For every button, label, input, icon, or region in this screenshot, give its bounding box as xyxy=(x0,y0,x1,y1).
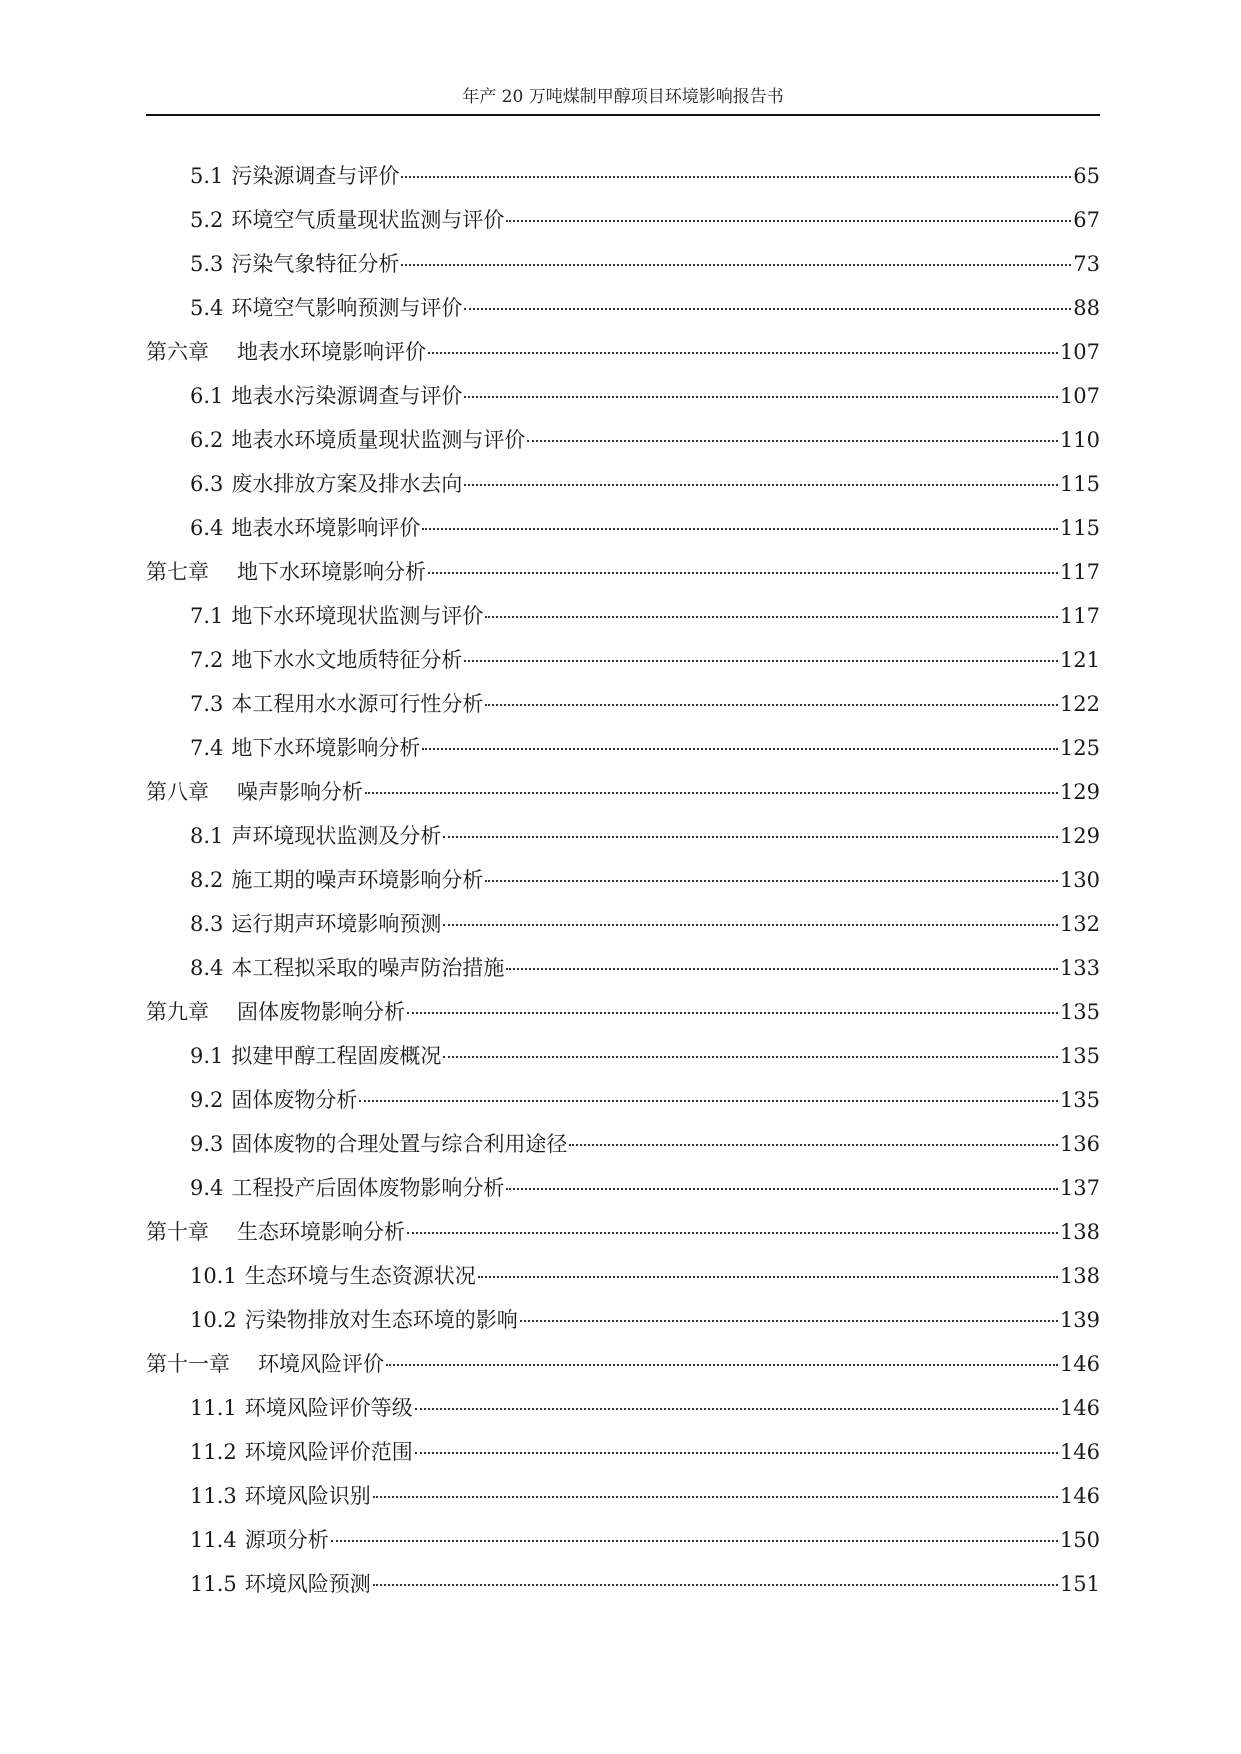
toc-chapter-entry[interactable] xyxy=(146,1342,1100,1386)
toc-dot-leader xyxy=(506,1188,1058,1190)
toc-entry-page-number: 138 xyxy=(1059,1220,1100,1244)
toc-section-entry[interactable] xyxy=(146,418,1100,462)
toc-section-entry[interactable] xyxy=(146,1166,1100,1210)
toc-entry-number: 第九章 xyxy=(146,1000,209,1024)
toc-entry-title: 噪声影响分析 xyxy=(237,780,363,804)
toc-entry-title: 地表水环境影响评价 xyxy=(231,516,421,540)
toc-entry-title: 地表水环境质量现状监测与评价 xyxy=(231,428,526,452)
toc-dot-leader xyxy=(443,836,1058,838)
toc-entry-page-number: 130 xyxy=(1059,868,1100,892)
toc-section-entry[interactable] xyxy=(146,462,1100,506)
toc-section-entry[interactable] xyxy=(146,242,1100,286)
toc-section-entry[interactable] xyxy=(146,374,1100,418)
toc-entry-number: 9.1 xyxy=(190,1044,224,1068)
page-header-title: 年产 20 万吨煤制甲醇项目环境影响报告书 xyxy=(462,87,784,107)
toc-dot-leader xyxy=(464,484,1058,486)
toc-entry-page-number: 115 xyxy=(1059,516,1100,540)
toc-dot-leader xyxy=(485,616,1058,618)
toc-entry-title: 施工期的噪声环境影响分析 xyxy=(231,868,484,892)
toc-section-entry[interactable] xyxy=(146,1562,1100,1606)
toc-entry-number: 第十章 xyxy=(146,1220,209,1244)
toc-entry-number: 11.2 xyxy=(190,1440,237,1464)
toc-dot-leader xyxy=(428,572,1058,574)
toc-entry-page-number: 132 xyxy=(1059,912,1100,936)
toc-entry-number: 7.1 xyxy=(190,604,224,628)
toc-section-entry[interactable] xyxy=(146,1298,1100,1342)
toc-entry-title: 地下水环境影响分析 xyxy=(237,560,426,584)
toc-dot-leader xyxy=(422,528,1058,530)
toc-dot-leader xyxy=(485,880,1058,882)
toc-entry-title: 本工程拟采取的噪声防治措施 xyxy=(231,956,505,980)
toc-chapter-entry[interactable] xyxy=(146,330,1100,374)
toc-section-entry[interactable] xyxy=(146,1474,1100,1518)
toc-entry-page-number: 65 xyxy=(1073,164,1100,188)
toc-entry-number: 9.2 xyxy=(190,1088,224,1112)
toc-entry-number: 8.1 xyxy=(190,824,224,848)
toc-entry-page-number: 122 xyxy=(1059,692,1100,716)
toc-dot-leader xyxy=(569,1144,1058,1146)
toc-dot-leader xyxy=(401,176,1071,178)
toc-entry-number: 6.3 xyxy=(190,472,224,496)
toc-dot-leader xyxy=(373,1496,1058,1498)
toc-section-entry[interactable] xyxy=(146,682,1100,726)
toc-entry-page-number: 121 xyxy=(1059,648,1100,672)
toc-entry-number: 6.2 xyxy=(190,428,224,452)
toc-entry-title: 源项分析 xyxy=(244,1528,329,1552)
toc-section-entry[interactable] xyxy=(146,726,1100,770)
toc-entry-page-number: 107 xyxy=(1059,340,1100,364)
toc-entry-title: 环境风险评价等级 xyxy=(244,1396,413,1420)
toc-section-entry[interactable] xyxy=(146,902,1100,946)
toc-dot-leader xyxy=(485,704,1058,706)
toc-dot-leader xyxy=(415,1452,1058,1454)
toc-entry-page-number: 150 xyxy=(1059,1528,1100,1552)
toc-dot-leader xyxy=(506,220,1071,222)
toc-dot-leader xyxy=(365,792,1058,794)
toc-dot-leader xyxy=(422,748,1058,750)
toc-entry-number: 7.3 xyxy=(190,692,224,716)
toc-dot-leader xyxy=(464,308,1071,310)
toc-entry-title: 环境空气质量现状监测与评价 xyxy=(231,208,505,232)
toc-entry-number: 11.4 xyxy=(190,1528,237,1552)
toc-entry-page-number: 67 xyxy=(1073,208,1100,232)
toc-section-entry[interactable] xyxy=(146,1034,1100,1078)
toc-entry-page-number: 73 xyxy=(1073,252,1100,276)
toc-entry-page-number: 117 xyxy=(1059,560,1100,584)
toc-entry-number: 11.5 xyxy=(190,1572,237,1596)
toc-dot-leader xyxy=(506,968,1058,970)
toc-entry-page-number: 146 xyxy=(1059,1440,1100,1464)
toc-dot-leader xyxy=(527,440,1058,442)
toc-entry-number: 11.1 xyxy=(190,1396,237,1420)
toc-entry-title: 固体废物分析 xyxy=(231,1088,358,1112)
toc-entry-page-number: 136 xyxy=(1059,1132,1100,1156)
toc-entry-title: 地下水环境现状监测与评价 xyxy=(231,604,484,628)
toc-chapter-entry[interactable] xyxy=(146,990,1100,1034)
toc-dot-leader xyxy=(359,1100,1058,1102)
toc-section-entry[interactable] xyxy=(146,1430,1100,1474)
toc-entry-page-number: 151 xyxy=(1059,1572,1100,1596)
toc-entry-number: 6.1 xyxy=(190,384,224,408)
toc-entry-title: 污染物排放对生态环境的影响 xyxy=(244,1308,518,1332)
toc-entry-number: 7.4 xyxy=(190,736,224,760)
toc-entry-title: 运行期声环境影响预测 xyxy=(231,912,442,936)
toc-section-entry[interactable] xyxy=(146,946,1100,990)
toc-entry-number: 第七章 xyxy=(146,560,209,584)
toc-entry-number: 5.2 xyxy=(190,208,224,232)
toc-entry-title: 环境风险识别 xyxy=(244,1484,371,1508)
toc-entry-title: 环境空气影响预测与评价 xyxy=(231,296,463,320)
toc-dot-leader xyxy=(401,264,1071,266)
toc-entry-title: 固体废物的合理处置与综合利用途径 xyxy=(231,1132,568,1156)
toc-entry-page-number: 133 xyxy=(1059,956,1100,980)
header-rule xyxy=(146,114,1100,116)
toc-chapter-entry[interactable] xyxy=(146,1210,1100,1254)
toc-entry-page-number: 146 xyxy=(1059,1352,1100,1376)
toc-entry-number: 10.1 xyxy=(190,1264,237,1288)
toc-section-entry[interactable] xyxy=(146,506,1100,550)
toc-section-entry[interactable] xyxy=(146,154,1100,198)
toc-entry-title: 环境风险评价 xyxy=(258,1352,384,1376)
toc-section-entry[interactable] xyxy=(146,1122,1100,1166)
toc-entry-page-number: 135 xyxy=(1059,1000,1100,1024)
toc-entry-title: 工程投产后固体废物影响分析 xyxy=(231,1176,505,1200)
toc-section-entry[interactable] xyxy=(146,1254,1100,1298)
toc-entry-page-number: 125 xyxy=(1059,736,1100,760)
toc-section-entry[interactable] xyxy=(146,1078,1100,1122)
toc-chapter-entry[interactable] xyxy=(146,550,1100,594)
toc-entry-page-number: 139 xyxy=(1059,1308,1100,1332)
toc-dot-leader xyxy=(443,1056,1058,1058)
toc-section-entry[interactable] xyxy=(146,1518,1100,1562)
toc-entry-page-number: 129 xyxy=(1059,780,1100,804)
toc-entry-number: 10.2 xyxy=(190,1308,237,1332)
toc-entry-page-number: 138 xyxy=(1059,1264,1100,1288)
table-of-contents xyxy=(146,154,1100,1606)
toc-entry-page-number: 137 xyxy=(1059,1176,1100,1200)
toc-dot-leader xyxy=(331,1540,1058,1542)
toc-entry-title: 地下水水文地质特征分析 xyxy=(231,648,463,672)
toc-entry-number: 5.3 xyxy=(190,252,224,276)
toc-entry-title: 废水排放方案及排水去向 xyxy=(231,472,463,496)
toc-dot-leader xyxy=(464,660,1058,662)
toc-entry-title: 生态环境影响分析 xyxy=(237,1220,405,1244)
toc-entry-title: 污染气象特征分析 xyxy=(231,252,400,276)
toc-dot-leader xyxy=(407,1012,1058,1014)
toc-section-entry[interactable] xyxy=(146,638,1100,682)
toc-dot-leader xyxy=(415,1408,1058,1410)
toc-dot-leader xyxy=(520,1320,1058,1322)
toc-entry-number: 6.4 xyxy=(190,516,224,540)
toc-section-entry[interactable] xyxy=(146,814,1100,858)
toc-entry-title: 拟建甲醇工程固废概况 xyxy=(231,1044,442,1068)
toc-section-entry[interactable] xyxy=(146,594,1100,638)
toc-entry-title: 固体废物影响分析 xyxy=(237,1000,405,1024)
toc-entry-number: 第八章 xyxy=(146,780,209,804)
toc-entry-title: 生态环境与生态资源状况 xyxy=(244,1264,476,1288)
toc-entry-title: 地下水环境影响分析 xyxy=(231,736,421,760)
toc-entry-title: 地表水污染源调查与评价 xyxy=(231,384,463,408)
toc-entry-page-number: 129 xyxy=(1059,824,1100,848)
toc-entry-number: 5.4 xyxy=(190,296,224,320)
toc-entry-page-number: 135 xyxy=(1059,1044,1100,1068)
toc-entry-number: 第十一章 xyxy=(146,1352,230,1376)
toc-entry-page-number: 88 xyxy=(1073,296,1100,320)
toc-entry-title: 地表水环境影响评价 xyxy=(237,340,426,364)
toc-entry-page-number: 135 xyxy=(1059,1088,1100,1112)
toc-section-entry[interactable] xyxy=(146,1386,1100,1430)
toc-entry-number: 8.3 xyxy=(190,912,224,936)
toc-entry-page-number: 110 xyxy=(1059,428,1100,452)
toc-entry-number: 9.4 xyxy=(190,1176,224,1200)
toc-section-entry[interactable] xyxy=(146,286,1100,330)
toc-entry-number: 8.2 xyxy=(190,868,224,892)
toc-dot-leader xyxy=(464,396,1058,398)
toc-entry-number: 第六章 xyxy=(146,340,209,364)
toc-entry-number: 9.3 xyxy=(190,1132,224,1156)
toc-entry-number: 5.1 xyxy=(190,164,224,188)
toc-entry-title: 环境风险预测 xyxy=(244,1572,371,1596)
toc-entry-title: 环境风险评价范围 xyxy=(244,1440,413,1464)
toc-chapter-entry[interactable] xyxy=(146,770,1100,814)
toc-entry-page-number: 117 xyxy=(1059,604,1100,628)
toc-dot-leader xyxy=(443,924,1058,926)
toc-dot-leader xyxy=(386,1364,1058,1366)
toc-entry-page-number: 146 xyxy=(1059,1484,1100,1508)
toc-dot-leader xyxy=(478,1276,1058,1278)
toc-dot-leader xyxy=(407,1232,1058,1234)
toc-dot-leader xyxy=(428,352,1058,354)
toc-section-entry[interactable] xyxy=(146,858,1100,902)
toc-entry-page-number: 146 xyxy=(1059,1396,1100,1420)
toc-entry-page-number: 115 xyxy=(1059,472,1100,496)
toc-entry-number: 7.2 xyxy=(190,648,224,672)
toc-entry-number: 8.4 xyxy=(190,956,224,980)
toc-section-entry[interactable] xyxy=(146,198,1100,242)
toc-entry-title: 污染源调查与评价 xyxy=(231,164,400,188)
toc-entry-page-number: 107 xyxy=(1059,384,1100,408)
toc-entry-number: 11.3 xyxy=(190,1484,237,1508)
toc-dot-leader xyxy=(373,1584,1058,1586)
toc-entry-title: 本工程用水水源可行性分析 xyxy=(231,692,484,716)
toc-entry-title: 声环境现状监测及分析 xyxy=(231,824,442,848)
